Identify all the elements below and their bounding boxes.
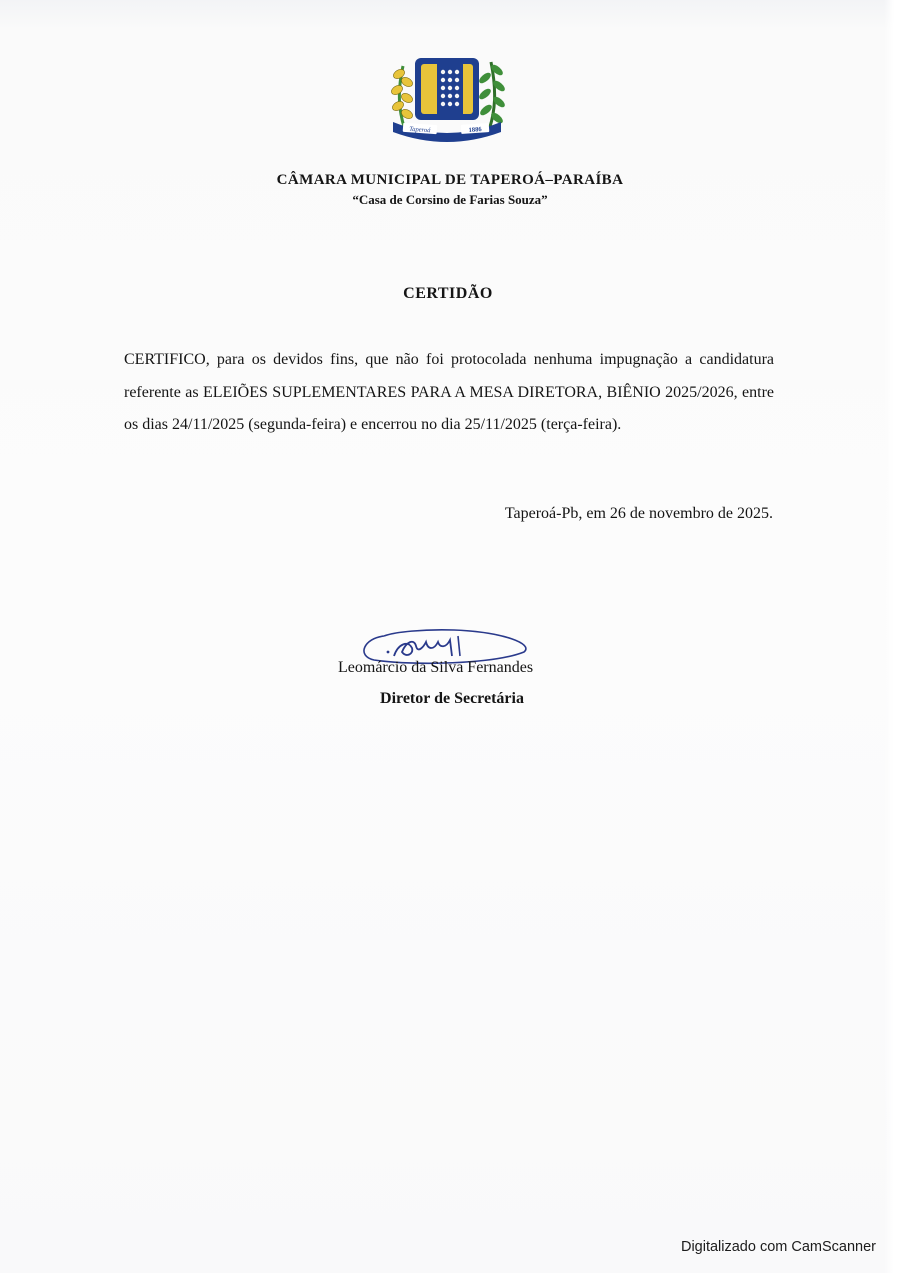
institution-subtitle: “Casa de Corsino de Farias Souza” bbox=[352, 192, 548, 207]
certificate-body: CERTIFICO, para os devidos fins, que não foi protocolada nenhuma impugnação a candidatura referente as ELEIÕES SUPLEMENTARES PARA A MESA DIRETORA, BIÊNIO 2025/2026, entre os dias 24/11/2025 (segunda-feira) e encerrou no dia 25/11/2025 (terça-feira). bbox=[124, 351, 774, 433]
municipal-crest-logo bbox=[385, 52, 509, 142]
place-date: Taperoá-Pb, em 26 de novembro de 2025. bbox=[504, 505, 773, 522]
signatory-role: Diretor de Secretária bbox=[380, 690, 524, 707]
crest-banner-left-text: Taperoá bbox=[409, 125, 431, 135]
crest-banner bbox=[393, 122, 501, 142]
crest-banner-right-text: 1886 bbox=[468, 126, 482, 134]
document-title: CERTIDÃO bbox=[403, 285, 493, 302]
shield-icon bbox=[415, 58, 479, 120]
leaf-branch-icon bbox=[477, 62, 506, 130]
signatory-name: Leomárcio da Silva Fernandes bbox=[338, 659, 534, 676]
institution-name: CÂMARA MUNICIPAL DE TAPEROÁ–PARAÍBA bbox=[276, 172, 624, 188]
corn-ear-icon bbox=[390, 66, 414, 130]
scanner-watermark: Digitalizado com CamScanner bbox=[680, 1239, 876, 1255]
